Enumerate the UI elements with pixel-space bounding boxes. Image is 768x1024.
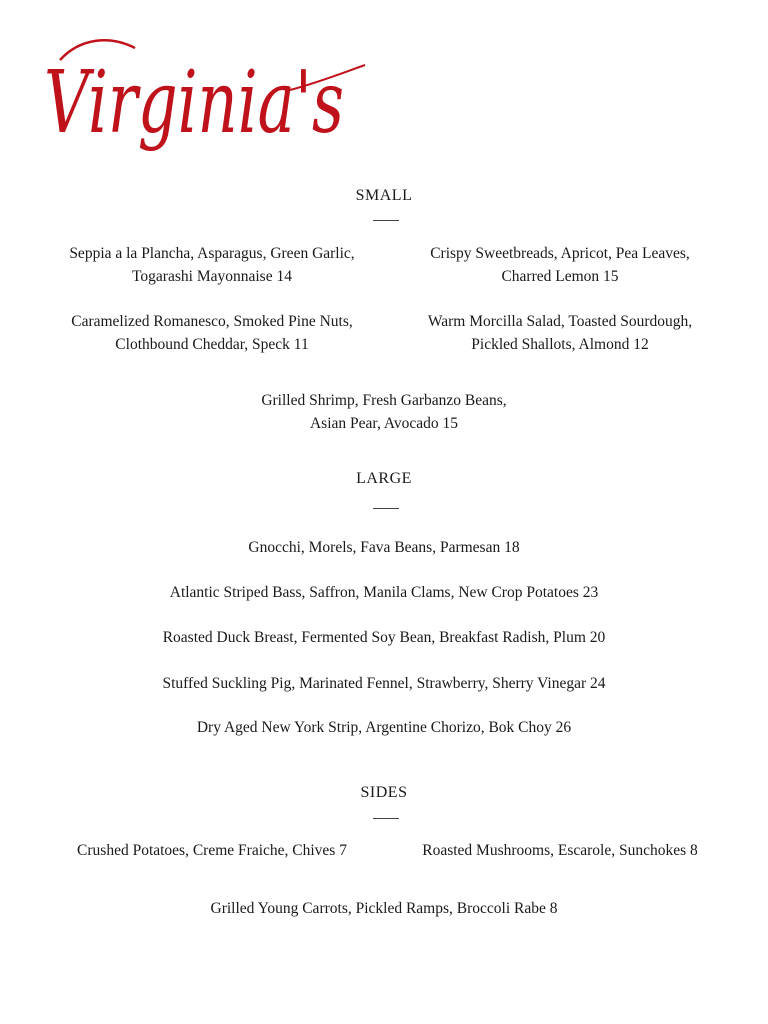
menu-item	[20, 242, 404, 288]
menu-item	[0, 389, 768, 435]
menu-item-line: Stuffed Suckling Pig, Marinated Fennel, Strawberry, Sherry Vinegar 24	[162, 675, 606, 692]
menu-item	[368, 839, 752, 862]
menu-item-line: Warm Morcilla Salad, Toasted Sourdough,	[427, 313, 693, 330]
menu-item-line: Pickled Shallots, Almond 12	[471, 336, 649, 353]
section-title-sides: SIDES	[360, 784, 408, 801]
section-title-small: SMALL	[355, 187, 413, 204]
menu-item	[0, 626, 768, 649]
menu-item-line: Grilled Shrimp, Fresh Garbanzo Beans,	[261, 392, 507, 409]
menu-item-line: Crispy Sweetbreads, Apricot, Pea Leaves,	[430, 245, 690, 262]
menu-item-line: Crushed Potatoes, Creme Fraiche, Chives 7	[77, 842, 347, 859]
menu-item-line: Clothbound Cheddar, Speck 11	[115, 336, 309, 353]
menu-item	[0, 672, 768, 695]
logo-script-wordmark	[40, 20, 380, 170]
menu-item-line: Charred Lemon 15	[501, 268, 619, 285]
menu-item-line: Asian Pear, Avocado 15	[309, 415, 459, 432]
menu-item	[368, 242, 752, 288]
menu-item	[20, 310, 404, 356]
menu-item-line: Grilled Young Carrots, Pickled Ramps, Broccoli Rabe 8	[210, 900, 558, 917]
menu-item	[0, 716, 768, 739]
menu-item-line: Roasted Duck Breast, Fermented Soy Bean, Breakfast Radish, Plum 20	[162, 629, 606, 646]
menu-item-line: Caramelized Romanesco, Smoked Pine Nuts,	[71, 313, 353, 330]
menu-item-line: Seppia a la Plancha, Asparagus, Green Garlic,	[69, 245, 355, 262]
svg-text:Virginia's: Virginia's	[44, 53, 344, 153]
section-title-large: LARGE	[356, 470, 412, 487]
menu-item-line: Atlantic Striped Bass, Saffron, Manila Clams, New Crop Potatoes 23	[169, 584, 599, 601]
menu-item-line: Togarashi Mayonnaise 14	[132, 268, 292, 285]
section-divider	[373, 508, 399, 509]
menu-item	[368, 310, 752, 356]
section-divider	[373, 220, 399, 221]
menu-item-line: Dry Aged New York Strip, Argentine Chorizo, Bok Choy 26	[196, 719, 572, 736]
menu-item	[20, 839, 404, 862]
menu-item-line: Gnocchi, Morels, Fava Beans, Parmesan 18	[248, 539, 520, 556]
menu-item	[0, 536, 768, 559]
menu-item	[0, 897, 768, 920]
section-divider	[373, 818, 399, 819]
menu-item	[0, 581, 768, 604]
menu-item-line: Roasted Mushrooms, Escarole, Sunchokes 8	[422, 842, 698, 859]
restaurant-logo	[40, 20, 380, 170]
